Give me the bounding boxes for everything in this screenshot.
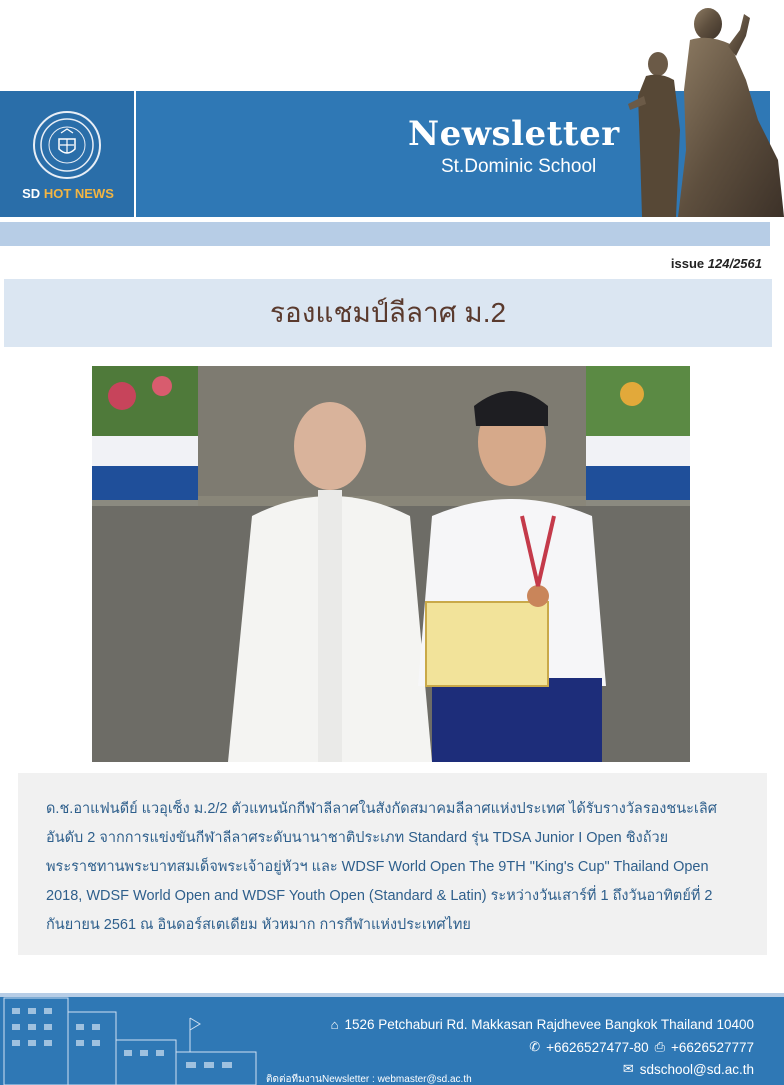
hot-news-label — [0, 186, 136, 201]
newsletter-subtitle: St.Dominic School — [441, 156, 597, 177]
address-text: 1526 Petchaburi Rd. Makkasan Rajdhevee Bangkok Thailand 10400 — [344, 1017, 754, 1032]
footer-phone-fax — [529, 1039, 754, 1055]
mail-icon: ✉ — [622, 1061, 634, 1076]
footer-address — [331, 1017, 754, 1032]
issue-label: issue — [670, 256, 705, 271]
phone-text: +6626527477-80 — [546, 1039, 649, 1055]
home-icon: ⌂ — [330, 1017, 339, 1032]
newsletter-title: Newsletter — [408, 114, 620, 154]
header-divider — [0, 222, 770, 246]
article-body-box — [18, 773, 767, 955]
issue-number — [671, 256, 762, 271]
fax-icon: ⎙ — [654, 1039, 666, 1054]
school-building-illustration — [0, 978, 270, 1085]
badge-prefix: SD — [22, 186, 41, 201]
fax-text: +6626527777 — [671, 1039, 754, 1055]
school-crest-icon — [33, 111, 101, 179]
email-text[interactable]: sdschool@sd.ac.th — [639, 1061, 754, 1077]
statue-image — [618, 0, 784, 217]
phone-icon: ✆ — [529, 1039, 541, 1054]
article-body: ด.ช.อาแฟนดีย์ แวอุเซ็ง ม.2/2 ตัวแทนนักกีฬาลีลาศในสังกัดสมาคมลีลาศแห่งประเทศ ได้รับรางวัลรองชนะเลิศอันดับ 2 จากการแข่งขันกีฬาลีลาศระดับนานาชาติประเภท Standard รุ่น TDSA Junior I Open ชิงถ้วยพระราชทานพระบาทสมเด็จพระเจ้าอยู่หัวฯ และ WDSF World Open The 9TH "King's Cup" Thailand Open 2018, WDSF World Open and WDSF Youth Open (Standard & Latin) ระหว่างวันเสาร์ที่ 1 ถึงวันอาทิตย์ที่ 2 กันยายน 2561 ณ อินดอร์สเตเดียม หัวหมาก การกีฬาแห่งประเทศไทย — [46, 801, 717, 933]
footer-email — [623, 1061, 754, 1077]
article-title-box — [4, 279, 772, 347]
school-badge — [0, 91, 136, 217]
contact-note: ติดต่อทีมงานNewsletter : webmaster@sd.ac.th — [266, 1074, 472, 1085]
badge-hot-news: HOT NEWS — [43, 186, 114, 201]
article-photo — [92, 366, 690, 762]
issue-value: 124/2561 — [707, 256, 762, 271]
article-title: รองแชมป์ลีลาศ ม.2 — [269, 297, 507, 328]
